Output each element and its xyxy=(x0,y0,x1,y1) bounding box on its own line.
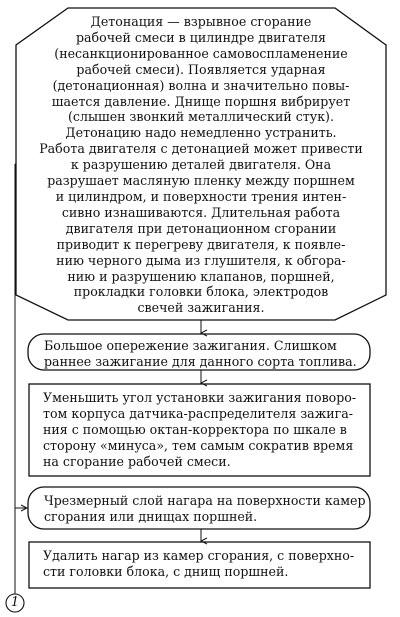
cause1-block-text: Большое опережение зажигания. Слишком раннее зажигание для данного сорта топлива. xyxy=(44,338,357,369)
hexagon-block-text: Детонация — взрывное сгорание рабочей смеси в цилиндре двигателя (несанкционированное самовоспламенение рабочей смеси). Появляется ударная (детонационная) волна и значительно повы- шается давление. Днище поршня вибрирует (слышен звонкий металлический стук). Детонацию надо немедленно устранить. Работа двигателя с детонацией может привести к разрушению деталей двигателя. Она разрушает масляную пленку между поршнем и цилиндром, и поверхности трения интен- сивно изнашиваются. Длительная работа двигателя при детонационном сгорании приводит к перегреву двигателя, к появле- нию черного дыма из глушителя, к обгора- нию и разрушению клапанов, поршней, прокладки головки блока, электродов свечей зажигания. xyxy=(39,14,363,316)
action2-block-text: Удалить нагар из камер сгорания, с поверхно- сти головки блока, с днищ поршней. xyxy=(43,548,355,579)
action1-block-text: Уменьшить угол установки зажигания поворо- том корпуса датчика-распределителя зажига- ния с помощью октан-корректора по шкале в сторону «минуса», тем самым сократив время на сгорание рабочей смеси. xyxy=(43,390,357,469)
connector-label: 1 xyxy=(10,595,20,610)
cause2-block-text: Чрезмерный слой нагара на поверхности камер сгорания или днищах поршней. xyxy=(44,493,366,524)
